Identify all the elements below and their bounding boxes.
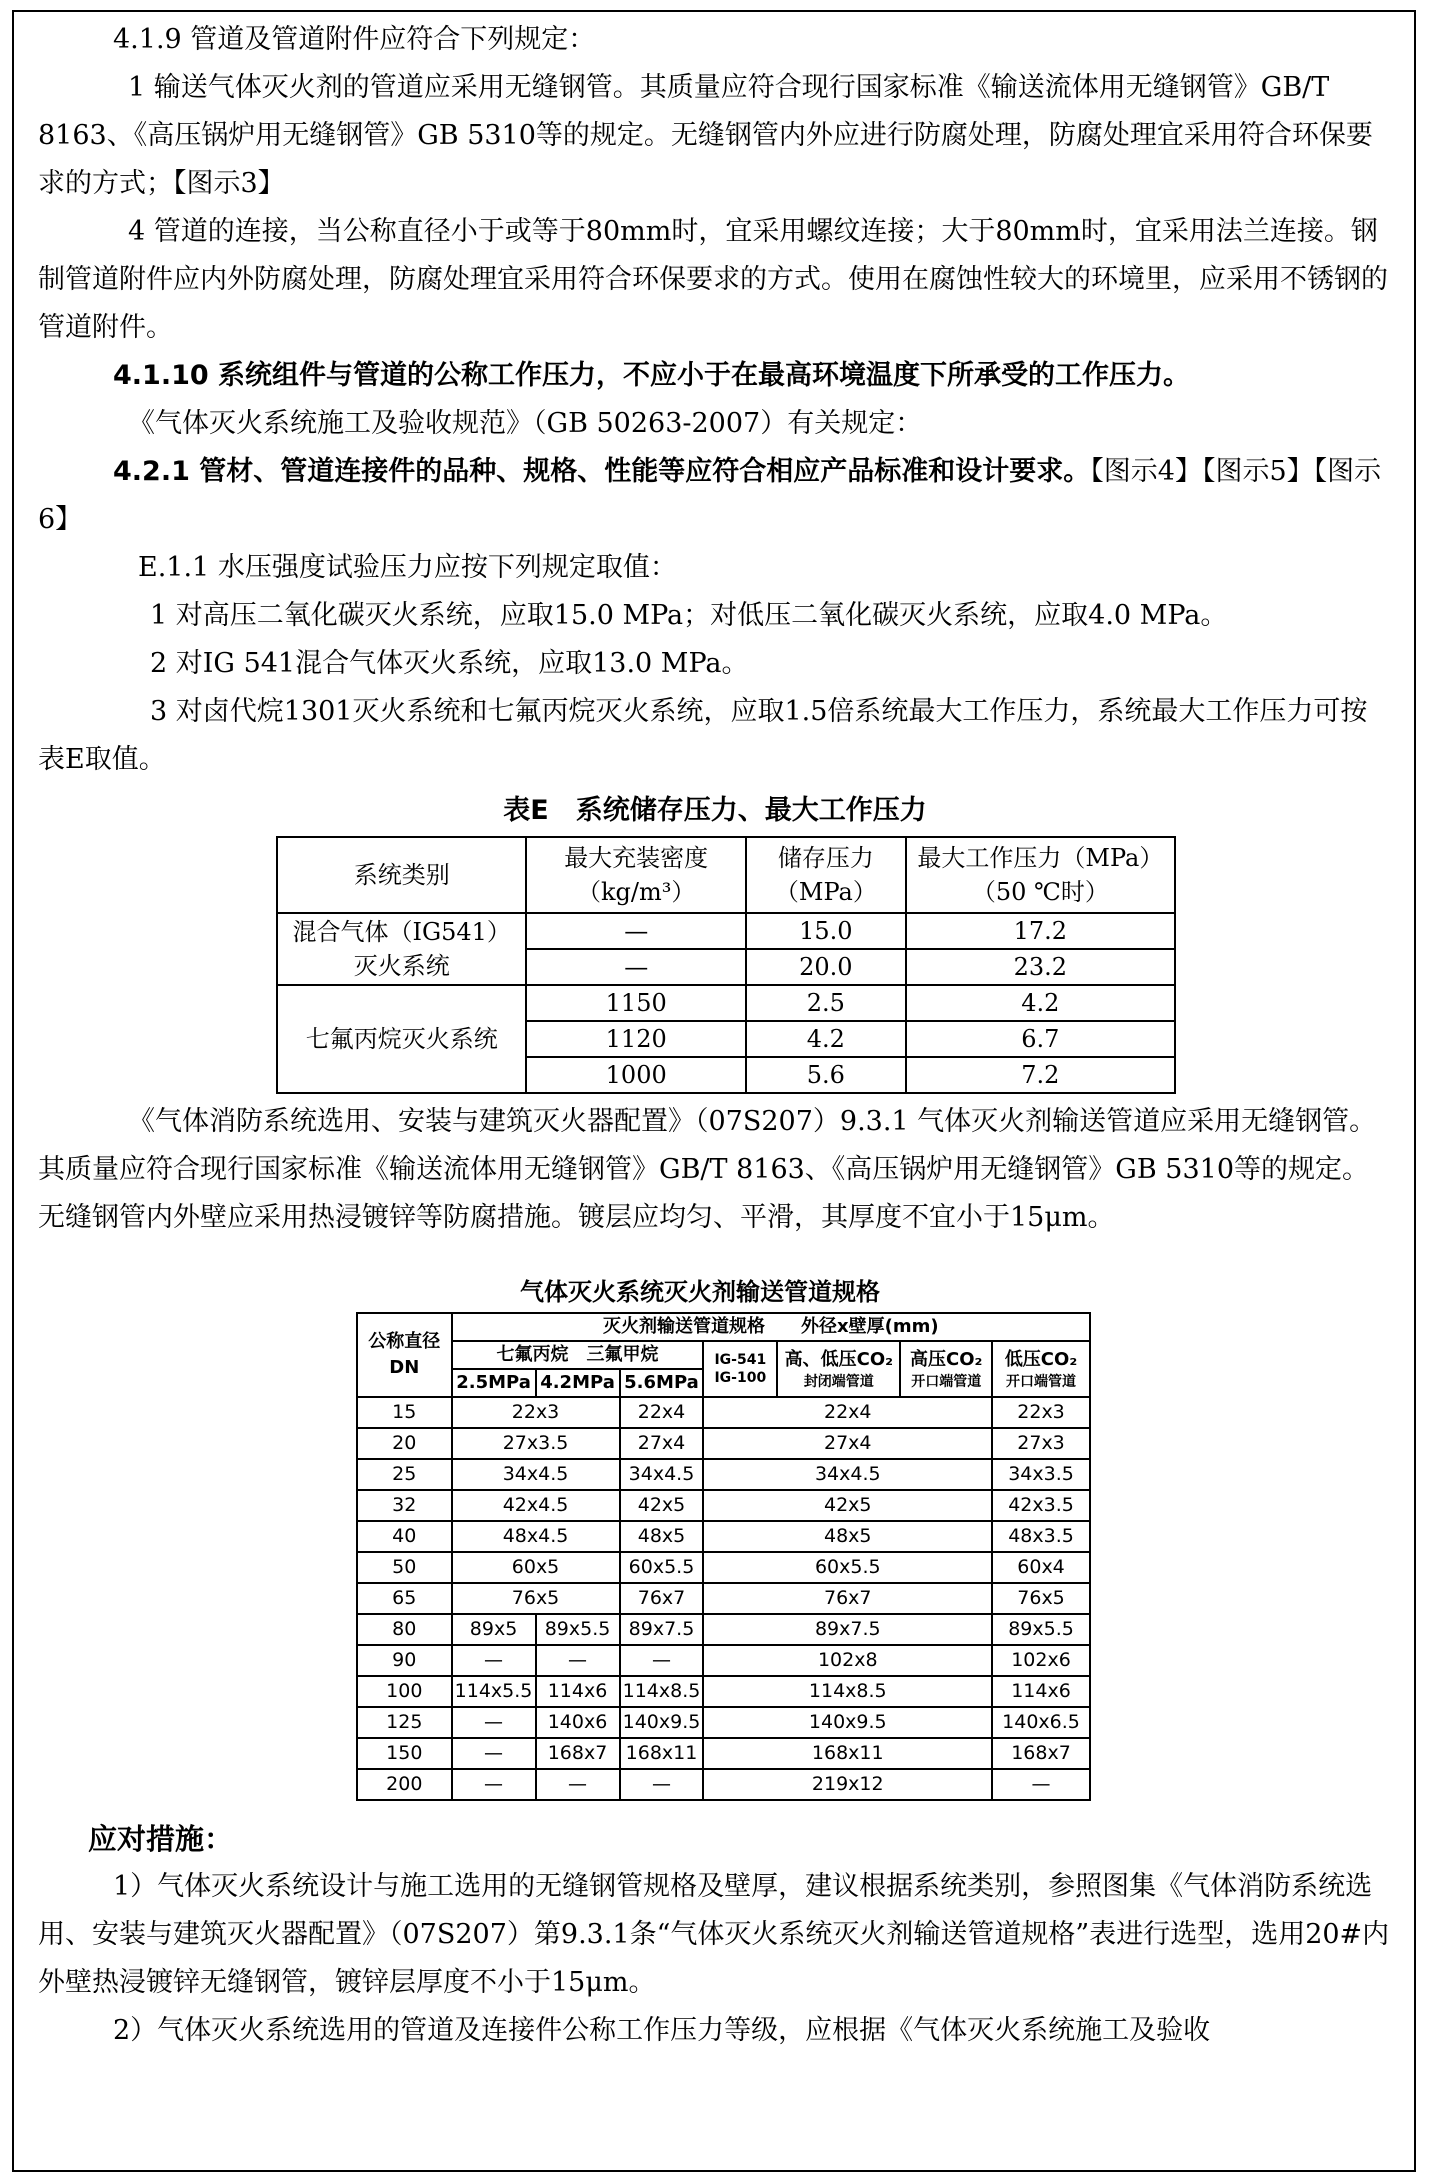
table-cell: 60x5: [452, 1552, 620, 1583]
table-cell: 76x7: [703, 1583, 992, 1614]
measure-item-2: 2）气体灭火系统选用的管道及连接件公称工作压力等级，应根据《气体灭火系统施工及验收: [113, 2015, 1211, 2046]
table-row: [277, 913, 1175, 949]
table-cell: 42x5: [620, 1490, 704, 1521]
table-cell: 150: [357, 1738, 452, 1769]
table-e-header-cell: 最大工作压力（MPa）（50 ℃时）: [906, 837, 1175, 913]
clause-4-1-9: 4.1.9 管道及管道附件应符合下列规定：: [113, 24, 596, 55]
table-cell: 140x6.5: [992, 1707, 1090, 1738]
table-cell: 27x3.5: [452, 1428, 620, 1459]
table-cell: 1120: [526, 1021, 746, 1057]
table-cell: 89x7.5: [703, 1614, 992, 1645]
table-cell: 40: [357, 1521, 452, 1552]
clause-e-1-1: E.1.1 水压强度试验压力应按下列规定取值：: [138, 552, 677, 583]
table-cell: —: [536, 1769, 620, 1800]
table-cell: 34x4.5: [452, 1459, 620, 1490]
pipe-header-hfc: 七氟丙烷 三氟甲烷: [452, 1341, 704, 1369]
table-cell: 34x4.5: [620, 1459, 704, 1490]
pipe-header-co2-open-low-sub: 开口端管道: [1006, 1374, 1077, 1390]
table-cell: 22x3: [992, 1397, 1090, 1428]
table-cell: 89x5.5: [992, 1614, 1090, 1645]
table-e-header-cell: 最大充装密度（kg/m³）: [526, 837, 746, 913]
table-row: [357, 1552, 1090, 1583]
table-cell: 219x12: [703, 1769, 992, 1800]
table-cell: 168x7: [992, 1738, 1090, 1769]
table-cell: 50: [357, 1552, 452, 1583]
pipe-header-co2-open-high-title: 高压CO₂: [910, 1349, 983, 1370]
table-cell: —: [452, 1738, 536, 1769]
table-row: [357, 1459, 1090, 1490]
table-cell: 48x5: [620, 1521, 704, 1552]
table-cell: 7.2: [906, 1057, 1175, 1093]
table-e-header-cell: 系统类别: [277, 837, 526, 913]
table-cell: 65: [357, 1583, 452, 1614]
table-cell: 48x5: [703, 1521, 992, 1552]
table-cell: 114x6: [536, 1676, 620, 1707]
pipe-header-row: [357, 1341, 1090, 1369]
pipe-header-co2-closed-sub: 封闭端管道: [803, 1374, 874, 1390]
table-cell: 34x4.5: [703, 1459, 992, 1490]
pipe-header-co2-closed-title: 高、低压CO₂: [784, 1349, 894, 1370]
table-cell: —: [452, 1645, 536, 1676]
pipe-header-co2-closed: [777, 1341, 900, 1397]
table-cell: 102x8: [703, 1645, 992, 1676]
table-cell: 48x4.5: [452, 1521, 620, 1552]
table-row: [357, 1428, 1090, 1459]
clause-4-1-10: 4.1.10 系统组件与管道的公称工作压力，不应小于在最高环境温度下所承受的工作压力。: [113, 360, 1191, 391]
table-cell: 6.7: [906, 1021, 1175, 1057]
table-cell: 140x6: [536, 1707, 620, 1738]
table-cell: 60x4: [992, 1552, 1090, 1583]
table-cell: 76x7: [620, 1583, 704, 1614]
table-cell: 15.0: [746, 913, 906, 949]
table-cell: 200: [357, 1769, 452, 1800]
table-e-header-cell: 储存压力（MPa）: [746, 837, 906, 913]
clause-4-2-1-paragraph: [38, 448, 1392, 544]
pipe-header-pressure: 4.2MPa: [536, 1369, 620, 1397]
pipe-header-pressure: 2.5MPa: [452, 1369, 536, 1397]
gb50263-intro: 《气体灭火系统施工及验收规范》（GB 50263-2007）有关规定：: [128, 408, 923, 439]
table-cell: 4.2: [746, 1021, 906, 1057]
table-cell: —: [992, 1769, 1090, 1800]
pipe-table-caption: 气体灭火系统灭火剂输送管道规格: [520, 1278, 880, 1306]
table-cell: 102x6: [992, 1645, 1090, 1676]
table-cell: 48x3.5: [992, 1521, 1090, 1552]
table-cell: 114x8.5: [703, 1676, 992, 1707]
table-cell: —: [536, 1645, 620, 1676]
table-cell: 89x7.5: [620, 1614, 704, 1645]
table-cell: 20.0: [746, 949, 906, 985]
table-cell: 4.2: [906, 985, 1175, 1021]
table-cell: —: [452, 1707, 536, 1738]
table-e-group-label: 混合气体（IG541）灭火系统: [277, 913, 526, 985]
pipe-header-row: [357, 1313, 1090, 1341]
clause-4-1-9-item-1: 1 输送气体灭火剂的管道应采用无缝钢管。其质量应符合现行国家标准《输送流体用无缝钢管》GB/T 8163、《高压锅炉用无缝钢管》GB 5310等的规定。无缝钢管内外应进行防腐处理，防腐处理宜采用符合环保要求的方式；【图示3】: [38, 72, 1373, 199]
table-row: [357, 1397, 1090, 1428]
table-cell: —: [452, 1769, 536, 1800]
table-cell: 42x5: [703, 1490, 992, 1521]
table-row: [357, 1614, 1090, 1645]
table-cell: —: [620, 1645, 704, 1676]
table-cell: 22x4: [620, 1397, 704, 1428]
table-cell: 76x5: [992, 1583, 1090, 1614]
table-cell: 140x9.5: [703, 1707, 992, 1738]
table-row: [357, 1583, 1090, 1614]
table-cell: 20: [357, 1428, 452, 1459]
table-cell: 100: [357, 1676, 452, 1707]
table-cell: 80: [357, 1614, 452, 1645]
table-cell: 27x3: [992, 1428, 1090, 1459]
table-cell: 2.5: [746, 985, 906, 1021]
table-cell: 90: [357, 1645, 452, 1676]
table-row: [357, 1769, 1090, 1800]
table-row: [357, 1707, 1090, 1738]
table-cell: 60x5.5: [703, 1552, 992, 1583]
table-row: [357, 1645, 1090, 1676]
document-content: [38, 16, 1392, 2055]
table-cell: 114x8.5: [620, 1676, 704, 1707]
table-cell: 32: [357, 1490, 452, 1521]
table-cell: 22x3: [452, 1397, 620, 1428]
table-e-group-label: 七氟丙烷灭火系统: [277, 985, 526, 1093]
pipe-spec-table: [356, 1312, 1091, 1801]
clause-e-1-1-item-3: 3 对卤代烷1301灭火系统和七氟丙烷灭火系统，应取1.5倍系统最大工作压力，系统最大工作压力可按表E取值。: [38, 696, 1368, 775]
table-cell: 23.2: [906, 949, 1175, 985]
table-cell: 34x3.5: [992, 1459, 1090, 1490]
table-cell: 114x6: [992, 1676, 1090, 1707]
clause-e-1-1-item-2: 2 对IG 541混合气体灭火系统，应取13.0 MPa。: [150, 648, 749, 679]
table-cell: 168x11: [703, 1738, 992, 1769]
table-cell: 27x4: [703, 1428, 992, 1459]
pipe-header-ig: IG-541 IG-100: [703, 1341, 777, 1397]
table-cell: —: [526, 949, 746, 985]
table-cell: 125: [357, 1707, 452, 1738]
clause-4-1-9-item-4: 4 管道的连接，当公称直径小于或等于80mm时，宜采用螺纹连接；大于80mm时，宜采用法兰连接。钢制管道附件应内外防腐处理，防腐处理宜采用符合环保要求的方式。使用在腐蚀性较大的环境里，应采用不锈钢的管道附件。: [38, 216, 1388, 343]
table-cell: 42x3.5: [992, 1490, 1090, 1521]
measures-heading: 应对措施：: [88, 1822, 234, 1856]
table-cell: 114x5.5: [452, 1676, 536, 1707]
table-cell: 17.2: [906, 913, 1175, 949]
figure-refs: 【图示4】【图示5】【图示6】: [38, 456, 1382, 535]
pipe-header-co2-open-high: [900, 1341, 992, 1397]
table-cell: 60x5.5: [620, 1552, 704, 1583]
table-cell: 1000: [526, 1057, 746, 1093]
table-cell: 15: [357, 1397, 452, 1428]
clause-4-2-1: 4.2.1 管材、管道连接件的品种、规格、性能等应符合相应产品标准和设计要求。: [113, 456, 1091, 487]
table-row: [357, 1676, 1090, 1707]
table-cell: 27x4: [620, 1428, 704, 1459]
table-row: [357, 1490, 1090, 1521]
pipe-header-pressure: 5.6MPa: [620, 1369, 704, 1397]
document-page: [12, 10, 1416, 2172]
table-row: [277, 985, 1175, 1021]
table-cell: 42x4.5: [452, 1490, 620, 1521]
table-cell: —: [620, 1769, 704, 1800]
table-e: [276, 836, 1176, 1094]
table-e-header-row: [277, 837, 1175, 913]
table-cell: 22x4: [703, 1397, 992, 1428]
table-cell: 1150: [526, 985, 746, 1021]
table-cell: —: [526, 913, 746, 949]
table-row: [357, 1521, 1090, 1552]
pipe-header-dn: 公称直径 DN: [357, 1313, 452, 1397]
pipe-header-co2-open-low: [992, 1341, 1090, 1397]
clause-e-1-1-item-1: 1 对高压二氧化碳灭火系统，应取15.0 MPa；对低压二氧化碳灭火系统，应取4.0 MPa。: [150, 600, 1228, 631]
table-cell: 168x7: [536, 1738, 620, 1769]
table-e-caption: 表E 系统储存压力、最大工作压力: [503, 795, 927, 826]
table-row: [357, 1738, 1090, 1769]
pipe-header-span: 灭火剂输送管道规格 外径x壁厚(mm): [452, 1313, 1090, 1341]
table-cell: 168x11: [620, 1738, 704, 1769]
atlas-07s207-paragraph: 《气体消防系统选用、安装与建筑灭火器配置》（07S207）9.3.1 气体灭火剂输送管道应采用无缝钢管。其质量应符合现行国家标准《输送流体用无缝钢管》GB/T 8163、《高压锅炉用无缝钢管》GB 5310等的规定。无缝钢管内外壁应采用热浸镀锌等防腐措施。镀层应均匀、平滑，其厚度不宜小于15μm。: [38, 1106, 1377, 1233]
table-cell: 25: [357, 1459, 452, 1490]
table-cell: 76x5: [452, 1583, 620, 1614]
table-cell: 89x5: [452, 1614, 536, 1645]
pipe-header-co2-open-high-sub: 开口端管道: [911, 1374, 982, 1390]
measure-item-1: 1）气体灭火系统设计与施工选用的无缝钢管规格及壁厚，建议根据系统类别，参照图集《气体消防系统选用、安装与建筑灭火器配置》（07S207）第9.3.1条“气体灭火系统灭火剂输送管道规格”表进行选型，选用20#内外壁热浸镀锌无缝钢管，镀锌层厚度不小于15μm。: [38, 1871, 1390, 1998]
table-cell: 140x9.5: [620, 1707, 704, 1738]
table-cell: 5.6: [746, 1057, 906, 1093]
table-cell: 89x5.5: [536, 1614, 620, 1645]
pipe-header-co2-open-low-title: 低压CO₂: [1004, 1349, 1078, 1370]
